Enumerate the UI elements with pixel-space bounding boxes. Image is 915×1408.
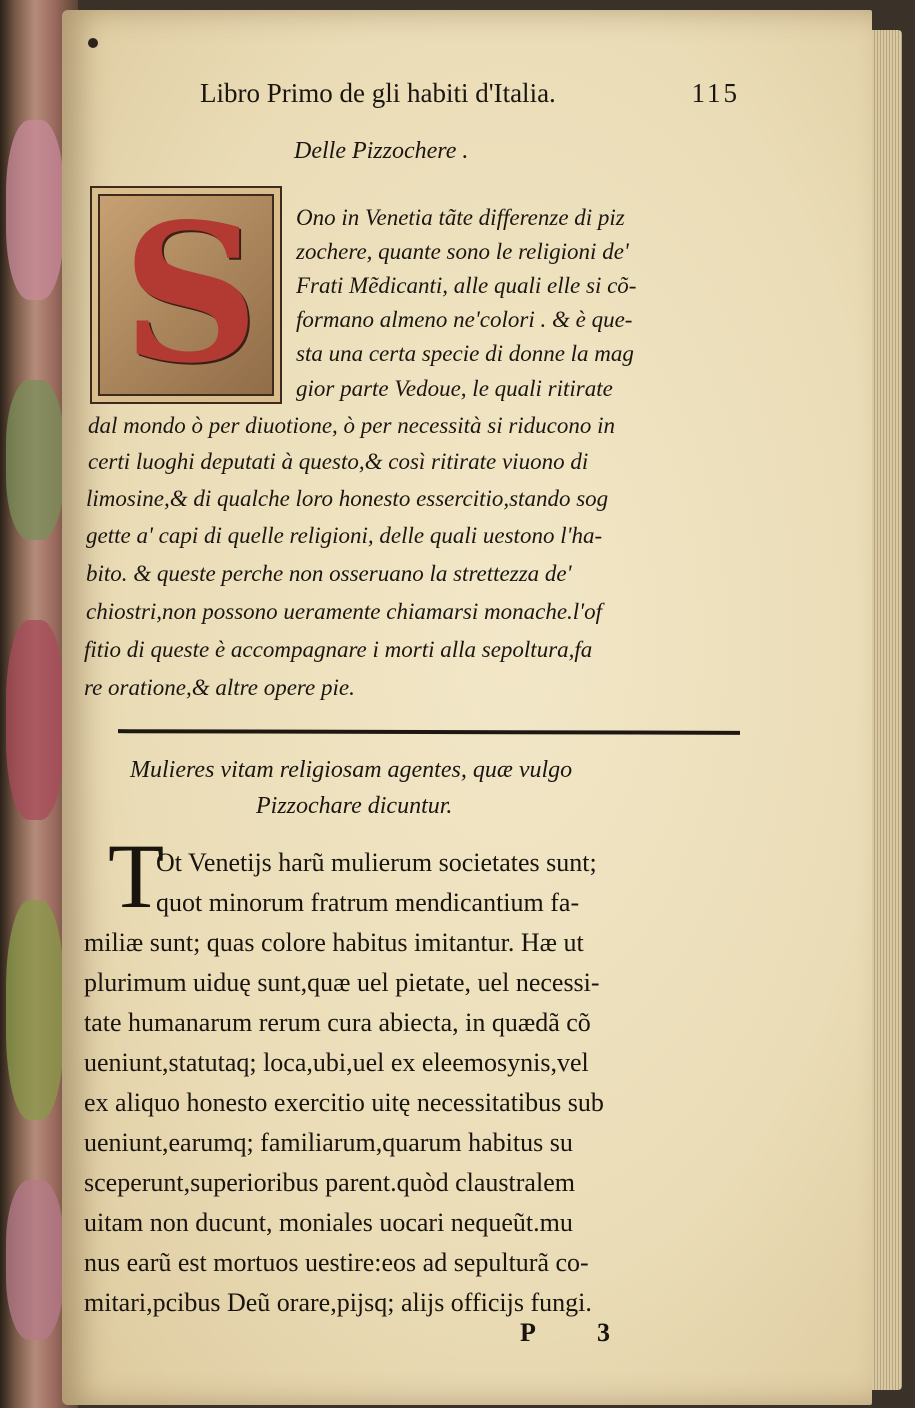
latin-title-line: Pizzochare dicuntur.	[256, 793, 453, 819]
text-line: re oratione,& altre opere pie.	[84, 675, 355, 700]
text-line: limosine,& di qualche loro honesto essercitio,stando sog	[86, 486, 609, 511]
running-header	[200, 78, 740, 118]
text-line: miliæ sunt; quas colore habitus imitantur. Hæ ut	[84, 928, 584, 957]
text-line: sta una certa specie di donne la mag	[296, 341, 634, 366]
text-line: Ono in Venetia tãte differenze di piz	[296, 205, 625, 230]
text-line: uitam non ducunt, moniales uocari nequeũt.mu	[84, 1208, 573, 1237]
text-line: ueniunt,earumq; familiarum,quarum habitus su	[84, 1128, 573, 1157]
ornament-decoration	[6, 620, 64, 820]
text-line: zochere, quante sono le religioni de'	[296, 239, 629, 264]
text-line: nus earũ est mortuos uestire:eos ad sepulturã co-	[84, 1248, 589, 1277]
binding-hole	[88, 38, 98, 48]
text-line: mitari,pcibus Deũ orare,pijsq; alijs officijs fungi.	[84, 1288, 592, 1317]
signature-mark: P 3	[520, 1318, 638, 1347]
text-line: chiostri,non possono ueramente chiamarsi monache.l'of	[86, 599, 602, 624]
text-line: plurimum uiduę sunt,quæ uel pietate, uel necessi-	[84, 968, 600, 997]
text-line: certi luoghi deputati à questo,& così ritirate viuono di	[88, 449, 589, 474]
text-line: Frati Mẽdicanti, alle quali elle si cõ-	[296, 273, 637, 298]
text-line: bito. & queste perche non osseruano la strettezza de'	[86, 561, 572, 586]
ornament-decoration	[6, 120, 64, 300]
text-line: formano almeno ne'colori . & è que-	[296, 307, 633, 332]
initial-letter: S	[122, 182, 260, 405]
page-edges	[872, 30, 902, 1390]
ornament-decoration	[6, 380, 64, 540]
text-line: tate humanarum rerum cura abiecta, in quædã cõ	[84, 1008, 591, 1037]
decorated-initial	[90, 182, 282, 405]
text-line: ex aliquo honesto exercitio uitę necessitatibus sub	[84, 1088, 604, 1117]
page-number: 115	[691, 78, 740, 108]
text-line: sceperunt,superioribus parent.quòd claustralem	[84, 1168, 575, 1197]
text-line: gior parte Vedoue, le quali ritirate	[296, 376, 613, 401]
text-line: dal mondo ò per diuotione, ò per necessità si riducono in	[88, 413, 616, 438]
text-line: Ot Venetijs harũ mulierum societates sunt;	[156, 848, 597, 877]
initial-letter: T	[108, 825, 165, 927]
header-title: Libro Primo de gli habiti d'Italia.	[200, 78, 556, 108]
text-line: fitio di queste è accompagnare i morti alla sepoltura,fa	[84, 637, 593, 662]
text-line: gette a' capi di quelle religioni, delle quali uestono l'ha-	[86, 523, 603, 548]
text-line: quot minorum fratrum mendicantium fa-	[156, 888, 580, 917]
ornament-decoration	[6, 1180, 64, 1340]
text-line: ueniunt,statutaq; loca,ubi,uel ex eleemosynis,vel	[84, 1048, 589, 1077]
latin-title-line: Mulieres vitam religiosam agentes, quæ vulgo	[130, 757, 573, 783]
ornament-decoration	[6, 900, 64, 1120]
section-title: Delle Pizzochere .	[294, 138, 469, 164]
